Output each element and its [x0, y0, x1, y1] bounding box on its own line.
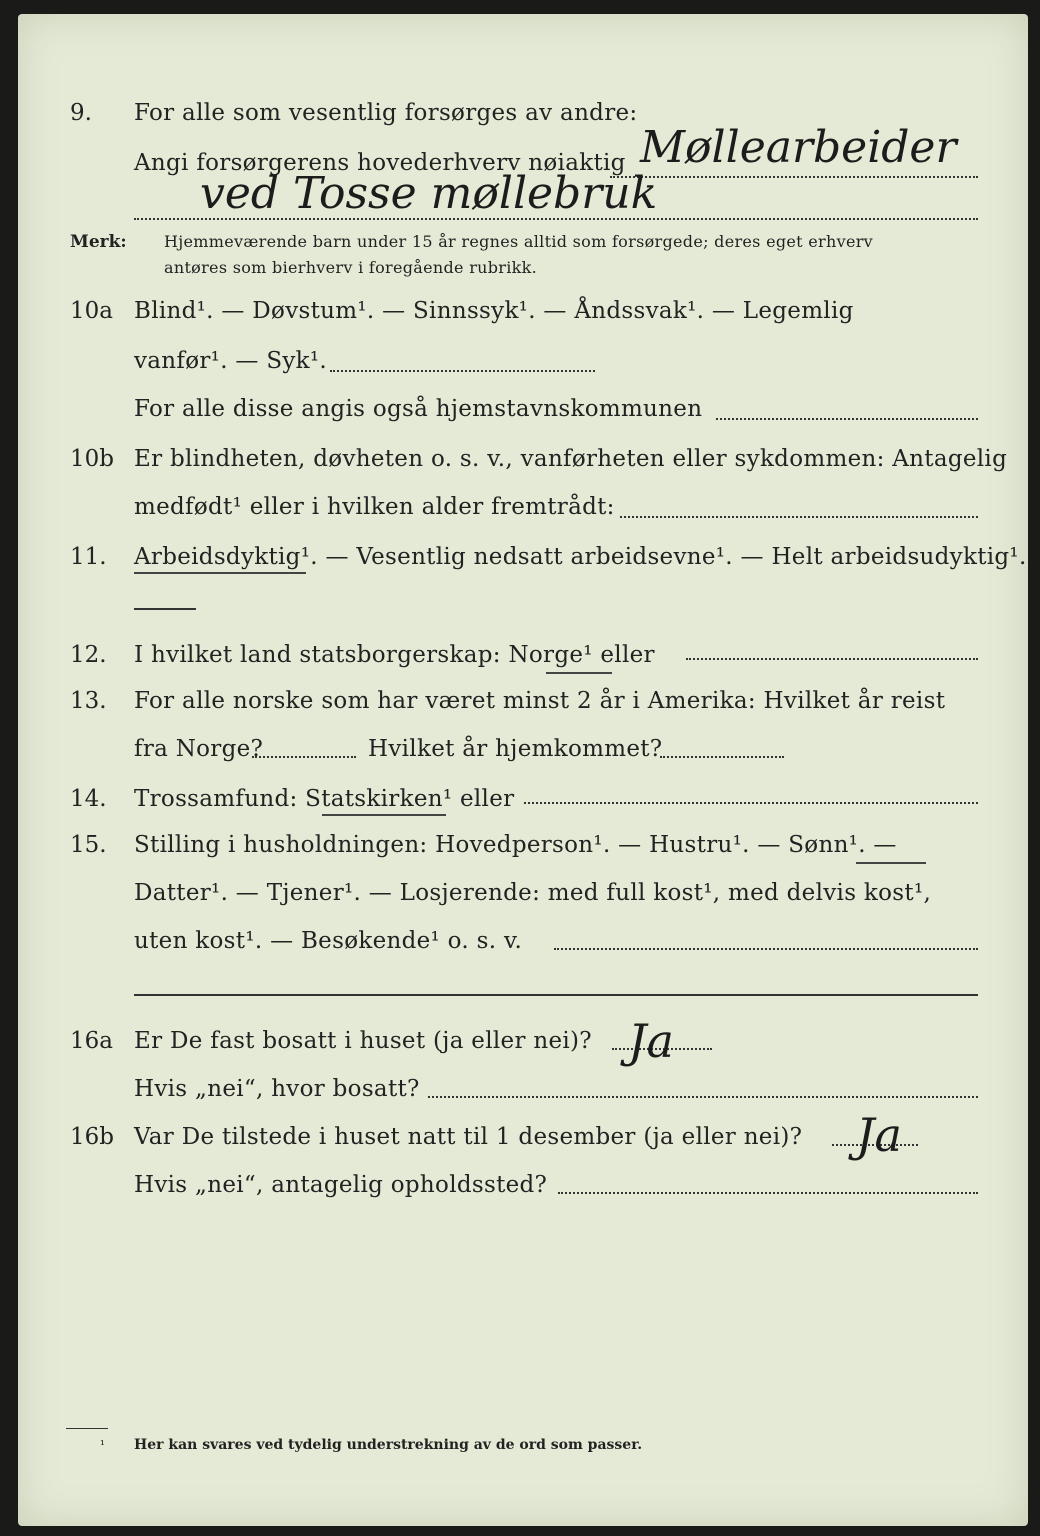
q13-number: 13. [70, 688, 107, 714]
merk-line2: antøres som bierhverv i foregående rubrikk. [164, 258, 538, 277]
q15-line3: uten kost¹. — Besøkende¹ o. s. v. [134, 928, 523, 954]
q12-line1: I hvilket land statsborgerskap: Norge¹ eller [134, 642, 655, 668]
merk-label: Merk: [70, 232, 127, 252]
q15-underline-sonn [856, 862, 926, 864]
q14-line1: Trossamfund: Statskirken¹ eller [134, 786, 515, 812]
q16b-line2: Hvis „nei“, antagelig opholdssted? [134, 1172, 548, 1198]
q16b-number: 16b [70, 1124, 114, 1150]
q16b-line1: Var De tilstede i huset natt til 1 desember (ja eller nei)? [134, 1124, 803, 1150]
q13-departure-line [252, 756, 356, 758]
q16a-line2: Hvis „nei“, hvor bosatt? [134, 1076, 420, 1102]
q13-line1: For alle norske som har været minst 2 år i Amerika: Hvilket år reist [134, 688, 946, 714]
q9-line1: For alle som vesentlig forsørges av andre: [134, 100, 638, 126]
q9-line2: Angi forsørgerens hovederhverv nøiaktig [134, 150, 626, 176]
q16a-residence-line [428, 1096, 978, 1098]
q10a-line3: For alle disse angis også hjemstavnskommunen [134, 396, 703, 422]
q13-return-line [660, 756, 784, 758]
q12-underline-norge [546, 672, 612, 674]
q13-line2b: Hvilket år hjemkommet? [368, 736, 663, 762]
q14-underline-statskirken [322, 814, 446, 816]
q9-handwritten-answer1: Møllearbeider [640, 122, 957, 173]
q14-number: 14. [70, 786, 107, 812]
q11-line1: Arbeidsdyktig¹. — Vesentlig nedsatt arbeidsevne¹. — Helt arbeidsudyktig¹. [134, 544, 1027, 570]
q11-number: 11. [70, 544, 107, 570]
q10a-answer-line [330, 370, 595, 372]
q10a-municipality-line [716, 418, 978, 420]
merk-line1: Hjemmeværende barn under 15 år regnes alltid som forsørgede; deres eget erhverv [164, 232, 873, 251]
footnote-mark: ¹ [100, 1438, 105, 1452]
q15-number: 15. [70, 832, 107, 858]
q15-separator-rule [134, 994, 978, 996]
q16b-handwritten-answer: Ja [856, 1108, 902, 1162]
q14-answer-line [524, 802, 978, 804]
q10a-line1: Blind¹. — Døvstum¹. — Sinnssyk¹. — Åndssvak¹. — Legemlig [134, 298, 854, 324]
q16a-line1: Er De fast bosatt i huset (ja eller nei)? [134, 1028, 592, 1054]
q9-answer-line [610, 176, 978, 178]
q10b-answer-line [620, 516, 978, 518]
q16b-location-line [558, 1192, 978, 1194]
q15-answer-line [554, 948, 978, 950]
q10b-line1: Er blindheten, døvheten o. s. v., vanførheten eller sykdommen: Antagelig [134, 446, 1008, 472]
q10a-line2: vanfør¹. — Syk¹. [134, 348, 328, 374]
q15-line1: Stilling i husholdningen: Hovedperson¹. — Hustru¹. — Sønn¹. — [134, 832, 897, 858]
q12-number: 12. [70, 642, 107, 668]
q11-underline-arbeidsdyktig [134, 572, 306, 574]
q10b-number: 10b [70, 446, 114, 472]
q15-line2: Datter¹. — Tjener¹. — Losjerende: med full kost¹, med delvis kost¹, [134, 880, 932, 906]
footnote-rule [66, 1428, 108, 1429]
footnote-text: Her kan svares ved tydelig understrekning av de ord som passer. [134, 1437, 643, 1453]
q12-answer-line [686, 658, 978, 660]
q11-short-rule [134, 608, 196, 610]
q16a-number: 16a [70, 1028, 113, 1054]
q16a-handwritten-answer: Ja [628, 1014, 674, 1068]
q10a-number: 10a [70, 298, 113, 324]
q10b-line2: medfødt¹ eller i hvilken alder fremtrådt: [134, 494, 615, 520]
q9-handwritten-answer2: ved Tosse møllebruk [200, 168, 658, 219]
q13-line2a: fra Norge? [134, 736, 264, 762]
q9-number: 9. [70, 100, 92, 126]
